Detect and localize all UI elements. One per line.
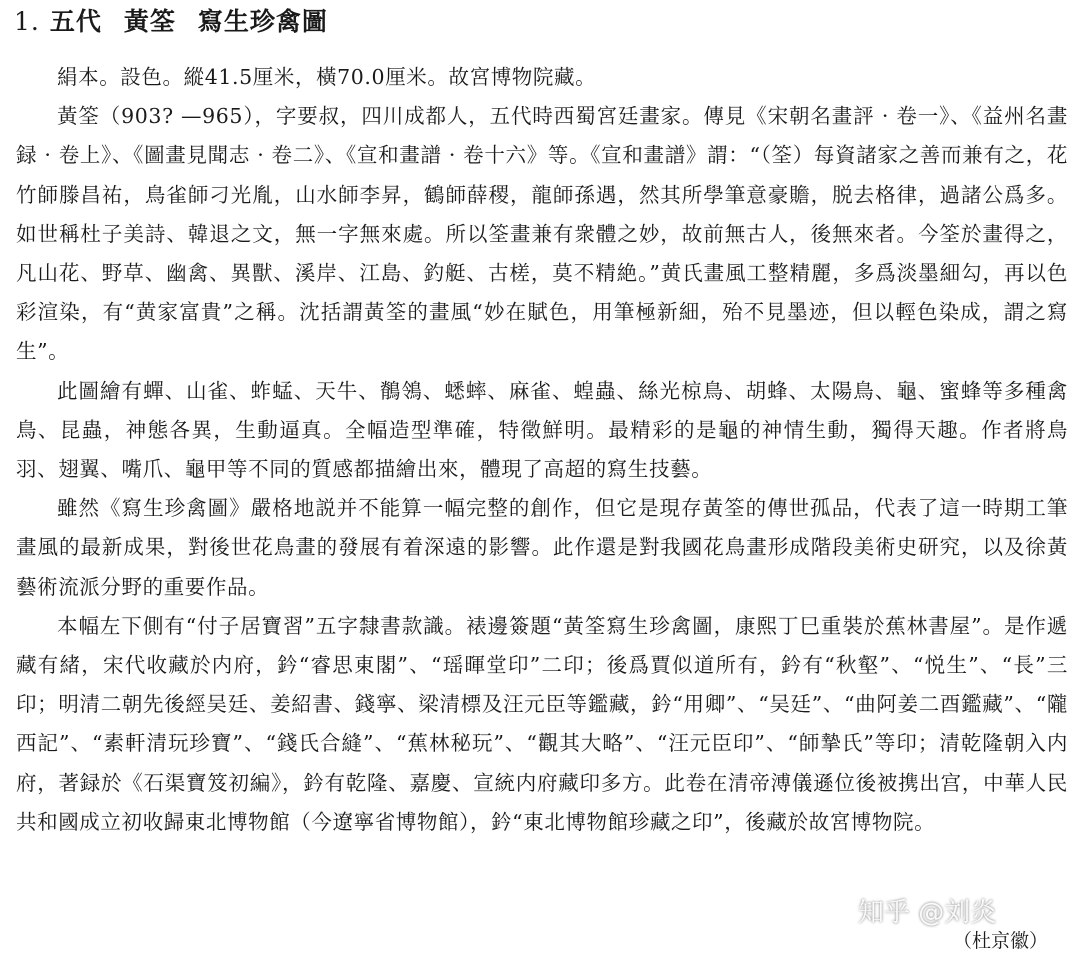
author-credit: （杜京徽） bbox=[952, 930, 1048, 952]
paragraph-provenance: 本幅左下側有“付子居寶習”五字隸書款識。裱邊簽題“黃筌寫生珍禽圖，康熙丁巳重裝於蕉林書屋”。是作遞藏有緒，宋代收藏於内府，鈐“睿思東閣”、“瑶暉堂印”二印；後爲賈似道所有，鈐有“秋壑”、“悦生”、“長”三印；明清二朝先後經吴廷、姜紹書、錢寧、梁清標及汪元臣等鑑藏，鈐“用卿”、“吴廷”、“曲阿姜二酉鑑藏”、“隴西記”、“素軒清玩珍寶”、“錢氏合縫”、“蕉林秘玩”、“觀其大略”、“汪元臣印”、“師摯氏”等印；清乾隆朝入内府，著録於《石渠寶笈初編》，鈐有乾隆、嘉慶、宣統内府藏印多方。此卷在清帝溥儀遜位後被携出宫，中華人民共和國成立初收歸東北博物館（今遼寧省博物館），鈐“東北博物館珍藏之印”，後藏於故宮博物院。 bbox=[16, 613, 1068, 834]
paragraph-description: 此圖繪有蟬、山雀、蚱蜢、天牛、鶺鴒、蟋蟀、麻雀、蝗蟲、絲光椋鳥、胡蜂、太陽鳥、龜、蜜蜂等多種禽鳥、昆蟲，神態各異，生動逼真。全幅造型準確，特徵鮮明。最精彩的是龜的神情生動，獨得天趣。作者將鳥羽、翅翼、嘴爪、龜甲等不同的質感都描繪出來，體現了高超的寫生技藝。 bbox=[16, 378, 1068, 482]
paragraph-biography: 黃筌（903? —965），字要叔，四川成都人，五代時西蜀宮廷畫家。傳見《宋朝名畫評 · 卷一》、《益州名畫録 · 卷上》、《圖畫見聞志 · 卷二》、《宣和畫譜 · 卷十六》等。《宣和畫譜》謂：“（筌）每資諸家之善而兼有之，花竹師滕昌祐，鳥雀師刁光胤，山水師李昇，鶴師薛稷，龍師孫遇，然其所學筆意豪贍，脱去格律，過諸公爲多。如世稱杜子美詩、韓退之文，無一字無來處。所以筌畫兼有衆體之妙，故前無古人，後無來者。今筌於畫得之，凡山花、野草、幽禽、異獸、溪岸、江島、釣艇、古槎，莫不精絶。”黄氏畫風工整精麗，多爲淡墨細勾，再以色彩渲染，有“黄家富貴”之稱。沈括謂黃筌的畫風“妙在賦色，用筆極新細，殆不見墨迹，但以輕色染成，謂之寫生”。 bbox=[16, 104, 1068, 364]
heading-work-title: 寫生珍禽圖 bbox=[197, 7, 328, 36]
article-body bbox=[16, 58, 1068, 842]
zhihu-watermark: 知乎 @刘炎 bbox=[858, 898, 997, 928]
paragraph-significance: 雖然《寫生珍禽圖》嚴格地説并不能算一幅完整的創作，但它是現存黃筌的傳世孤品，代表了這一時期工筆畫風的最新成果，對後世花鳥畫的發展有着深遠的影響。此作還是對我國花鳥畫形成階段美術史研究，以及徐黃藝術流派分野的重要作品。 bbox=[16, 496, 1068, 599]
heading-artist: 黃筌 bbox=[123, 7, 176, 36]
section-heading bbox=[14, 4, 328, 40]
paragraph-specs: 絹本。設色。縱41.5厘米，橫70.0厘米。故宮博物院藏。 bbox=[57, 65, 597, 89]
section-number: 1. bbox=[14, 7, 40, 36]
heading-dynasty: 五代 bbox=[49, 7, 102, 36]
